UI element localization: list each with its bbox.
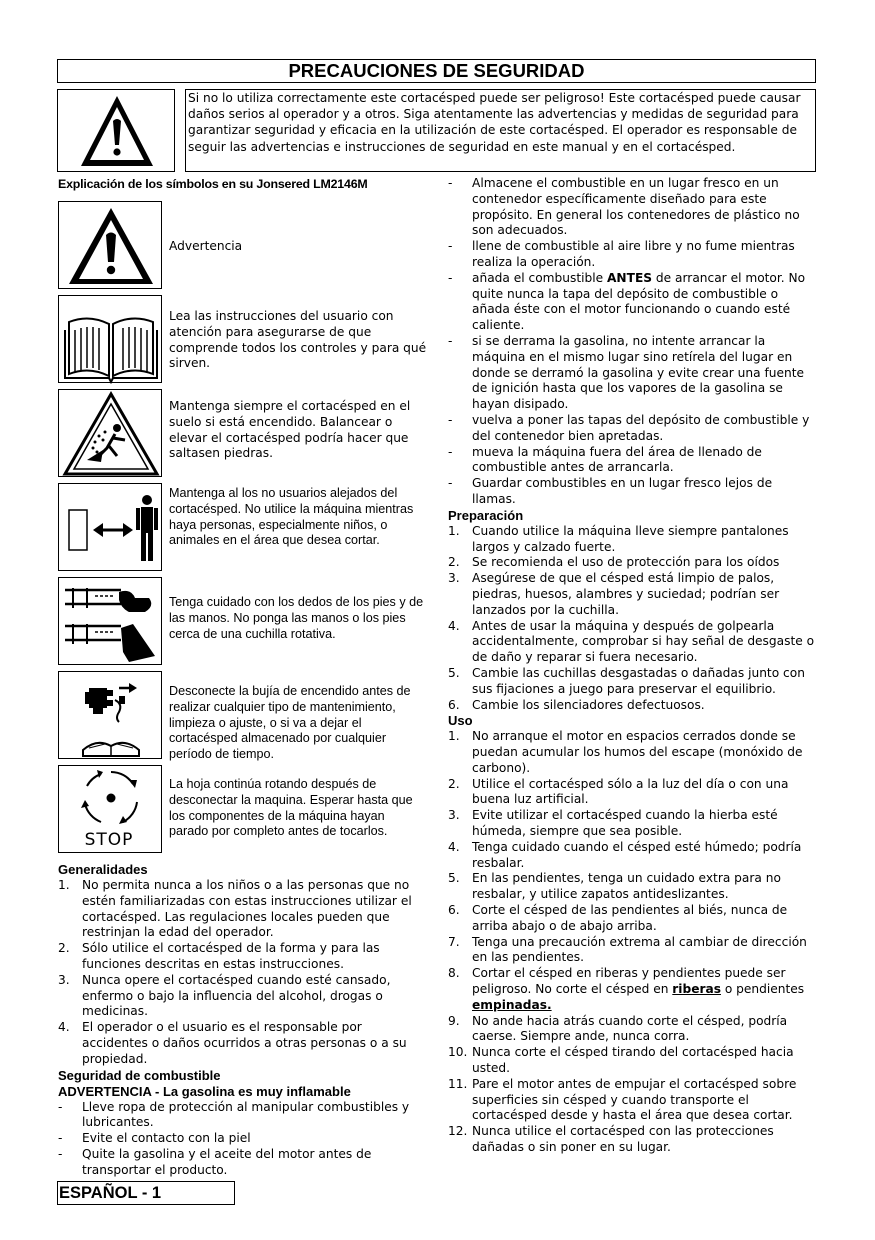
list-item: - Evite el contacto con la piel	[58, 1131, 251, 1146]
list-item: 3. Evite utilizar el cortacésped cuando la hierba esté húmeda, siempre que sea posible.	[448, 808, 778, 839]
symbol-box	[58, 577, 162, 665]
list-item: 5. Cambie las cuchillas desgastadas o dañadas junto con sus fijaciones a juego para preservar el equilibrio.	[448, 665, 805, 696]
main-warning-icon-box	[57, 89, 175, 172]
intro-warning-text: Si no lo utiliza correctamente este cortacésped puede ser peligroso! Este cortacésped puede causar daños serios al operador y a otros. Siga atentamente las advertencias y medidas de seguridad para garantizar seguridad y eficacia en la utilización de este cortacésped. El operador es responsable de seguir las advertencias e instrucciones de seguridad en este manual y en el cortacésped.	[185, 89, 816, 172]
combustible-list-right	[448, 176, 818, 508]
symbol-text: La hoja continúa rotando después de desconectar la maquina. Esperar hasta que los componentes de la máquina hayan parado por completo antes de tocarlos.	[169, 777, 413, 839]
flying-stones-icon	[59, 390, 163, 478]
uso-list	[448, 729, 818, 1156]
page-title: PRECAUCIONES DE SEGURIDAD	[57, 59, 816, 83]
list-item: - Guardar combustibles en un lugar fresco lejos de llamas.	[448, 476, 773, 506]
list-item: 1. No arranque el motor en espacios cerrados donde se puedan acumular los humos del escape (monóxido de carbono).	[448, 729, 803, 775]
list-item: - Almacene el combustible en un lugar fresco en un contenedor específicamente diseñado para este propósito. En general los contenedores de plástico no son adecuados.	[448, 176, 800, 238]
combustible-heading: Seguridad de combustible	[58, 1067, 221, 1083]
list-item: - Lleve ropa de protección al manipular combustibles y lubricantes.	[58, 1099, 410, 1130]
left-column	[58, 176, 428, 1177]
symbol-box	[58, 295, 162, 383]
list-item: 9. No ande hacia atrás cuando corte el césped, podría caerse. Siempre ande, nunca corra.	[448, 1013, 788, 1044]
stop-label: STOP	[84, 830, 134, 850]
symbol-box	[58, 765, 162, 853]
symbol-text: Tenga cuidado con los dedos de los pies y de las manos. No ponga las manos o los pies cerca de una cuchilla rotativa.	[169, 595, 424, 641]
symbol-text: Desconecte la bujía de encendido antes de realizar cualquier tipo de mantenimiento, limpieza o ajuste, o si va a dejar el cortacésped almacenado por cualquier período de tiempo.	[169, 684, 411, 762]
open-book-icon	[59, 296, 163, 384]
symbol-box	[58, 389, 162, 477]
list-item: 7. Tenga una precaución extrema al cambiar de dirección en las pendientes.	[448, 934, 807, 965]
page-footer: ESPAÑOL - 1	[57, 1181, 235, 1205]
uso-heading: Uso	[448, 713, 473, 729]
list-item: 4. Antes de usar la máquina y después de golpearla accidentalmente, comprobar si hay señal de desgaste o de daño y reparar si fuera necesario.	[448, 618, 815, 665]
list-item: 3. Nunca opere el cortacésped cuando esté cansado, enfermo o bajo la influencia del alcohol, drogas o medicinas.	[58, 972, 391, 1019]
symbol-text: Mantenga al los no usuarios alejados del cortacésped. No utilice la máquina mientras haya personas, especialmente niños, o animales en el área que desea cortar.	[169, 486, 414, 548]
list-item: - añada el combustible ANTES de arrancar el motor. No quite nunca la tapa del depósito de combustible o añada éste con el motor funcionando o cuando esté caliente.	[448, 270, 806, 333]
preparacion-list	[448, 524, 818, 714]
list-item: - si se derrama la gasolina, no intente arrancar la máquina en el mismo lugar sino retírela del lugar en donde se derramó la gasolina y evite crear una fuente de ignición hasta que los vapores de la gasolina se hayan disipado.	[448, 333, 804, 412]
list-item: 3. Asegúrese de que el césped está limpio de palos, piedras, huesos, alambres y suciedad; podrían ser lanzados por la cuchilla.	[448, 571, 780, 617]
combustible-list-left	[58, 1100, 428, 1179]
warning-triangle-icon	[78, 93, 156, 169]
list-item: - mueva la máquina fuera del área de llenado de combustible antes de arrancarla.	[448, 444, 762, 475]
list-item: 8. Cortar el césped en riberas y pendientes puede ser peligroso. No corte el césped en riberas o pendientes empinadas.	[448, 966, 805, 1012]
list-item: 2. Se recomienda el uso de protección para los oídos	[448, 555, 780, 570]
list-item: 5. En las pendientes, tenga un cuidado extra para no resbalar, y utilice zapatos antideslizantes.	[448, 871, 781, 902]
symbol-text: Mantenga siempre el cortacésped en el suelo si está encendido. Balancear o elevar el cortacésped podría hacer que saltasen piedras.	[169, 399, 411, 461]
symbol-text: Advertencia	[169, 239, 243, 253]
symbol-box	[58, 671, 162, 759]
list-item: - vuelva a poner las tapas del depósito de combustible y del contenedor bien apretadas.	[448, 412, 810, 443]
symbol-text: Lea las instrucciones del usuario con atención para asegurarse de que comprende todos los controles y para qué sirven.	[169, 309, 427, 371]
right-column	[448, 176, 818, 1156]
combustible-warning: ADVERTENCIA - La gasolina es muy inflamable	[58, 1083, 351, 1099]
list-item: 6. Cambie los silenciadores defectuosos.	[448, 697, 705, 712]
list-item: 4. El operador o el usuario es el responsable por accidentes o daños ocurridos a otras personas o a su propiedad.	[58, 1020, 407, 1066]
list-item: 1. No permita nunca a los niños o a las personas que no estén familiarizadas con estas instrucciones utilizar el cortacésped. Las regulaciones locales pueden que restrinjan la edad del operador.	[58, 878, 412, 940]
generalidades-section	[58, 862, 428, 1179]
list-item: 12. Nunca utilice el cortacésped con las protecciones dañadas o sin poner en su lugar.	[448, 1124, 774, 1155]
symbol-box	[58, 201, 162, 289]
list-item: 1. Cuando utilice la máquina lleve siempre pantalones largos y calzado fuerte.	[448, 523, 789, 554]
hand-foot-blade-icon	[59, 578, 163, 666]
spark-plug-icon	[59, 672, 163, 760]
symbol-box	[58, 483, 162, 571]
symbols-heading: Explicación de los símbolos en su Jonsered LM2146M	[58, 177, 368, 191]
list-item: 10. Nunca corte el césped tirando del cortacésped hacia usted.	[448, 1045, 794, 1076]
list-item: - llene de combustible al aire libre y no fume mientras realiza la operación.	[448, 239, 795, 269]
list-item: - Quite la gasolina y el aceite del motor antes de transportar el producto.	[58, 1146, 372, 1177]
list-item: 6. Corte el césped de las pendientes al biés, nunca de arriba abajo o de abajo arriba.	[448, 903, 788, 933]
keep-distance-icon	[59, 484, 163, 572]
warning-triangle-icon	[59, 202, 163, 290]
list-item: 2. Sólo utilice el cortacésped de la forma y para las funciones descritas en estas instrucciones.	[58, 941, 380, 971]
generalidades-list	[58, 878, 428, 1068]
preparacion-heading: Preparación	[448, 507, 524, 523]
list-item: 11. Pare el motor antes de empujar el cortacésped sobre superficies sin césped y cuando transporte el cortacésped desde y hasta el área que desea cortar.	[448, 1076, 797, 1123]
list-item: 4. Tenga cuidado cuando el césped esté húmedo; podría resbalar.	[448, 839, 802, 870]
generalidades-heading: Generalidades	[58, 862, 148, 877]
list-item: 2. Utilice el cortacésped sólo a la luz del día o con una buena luz artificial.	[448, 776, 789, 807]
